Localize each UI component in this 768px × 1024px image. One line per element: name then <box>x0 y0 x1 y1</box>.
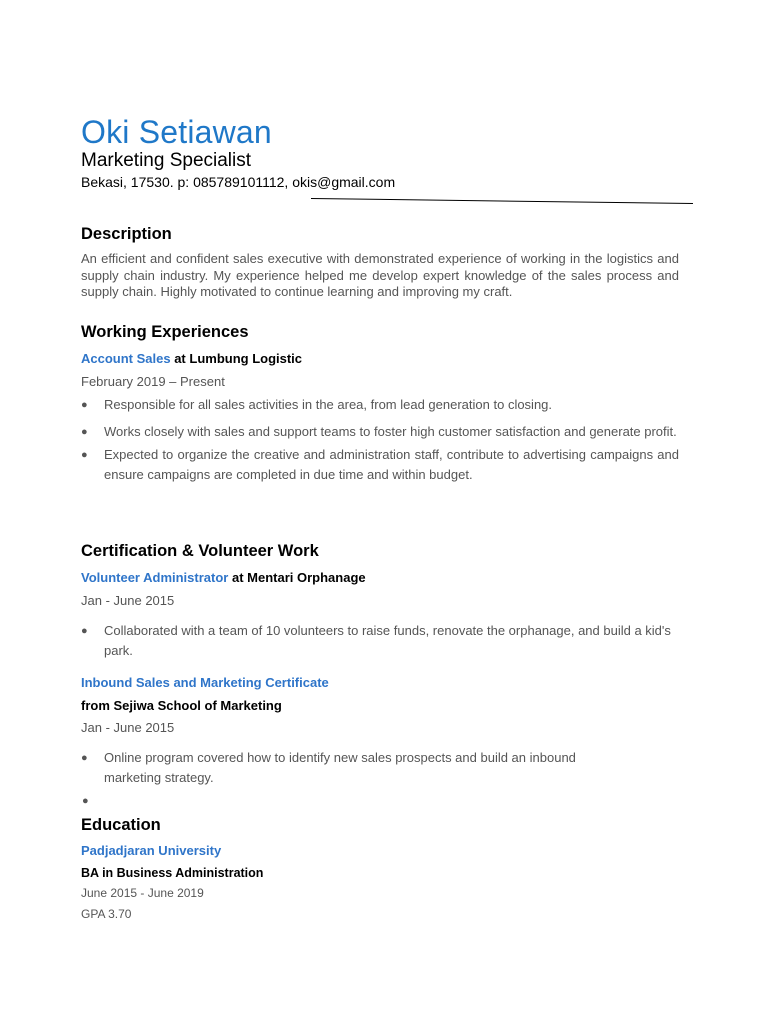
school-name: Padjadjaran University <box>81 843 222 858</box>
bullet-icon: ● <box>81 449 88 461</box>
certificate-bullet-list <box>81 748 679 788</box>
job-dates: February 2019 – Present <box>81 374 225 389</box>
list-item: ● Online program covered how to identify new sales prospects and build an inbound marketing strategy. <box>81 750 576 785</box>
job-title: Account Sales <box>81 351 171 366</box>
empty-bullet-icon: ● <box>82 795 89 807</box>
education-dates: June 2015 - June 2019 <box>81 886 204 900</box>
list-item: ● Expected to organize the creative and administration staff, contribute to advertising campaigns and ensure campaigns are completed in due time and within budget. <box>81 447 679 482</box>
certificate-title: Inbound Sales and Marketing Certificate <box>81 675 329 690</box>
volunteer-bullet-list <box>81 621 679 661</box>
certificate-dates: Jan - June 2015 <box>81 720 175 735</box>
contact-line: Bekasi, 17530. p: 085789101112, okis@gmail.com <box>81 174 396 190</box>
list-item: ● Collaborated with a team of 10 volunteers to raise funds, renovate the orphanage, and build a kid's park. <box>81 623 671 658</box>
certificate-org: from Sejiwa School of Marketing <box>81 698 282 713</box>
volunteer-org: at Mentari Orphanage <box>228 570 366 585</box>
list-item: ● Works closely with sales and support teams to foster high customer satisfaction and generate profit. <box>81 422 679 442</box>
list-item: ● Responsible for all sales activities in the area, from lead generation to closing. <box>81 395 679 415</box>
description-text: An efficient and confident sales executive with demonstrated experience of working in the logistics and supply chain industry. My experience helped me develop expert knowledge of the sales process and supply chain. Highly motivated to continue learning and improving my craft. <box>81 251 679 299</box>
bullet-icon: ● <box>81 399 88 411</box>
volunteer-title: Volunteer Administrator <box>81 570 229 585</box>
job-bullet-list <box>81 395 679 485</box>
header-divider <box>311 198 693 204</box>
description-heading: Description <box>81 225 172 243</box>
volunteer-title-line <box>81 570 366 586</box>
certification-heading: Certification & Volunteer Work <box>81 542 319 560</box>
bullet-icon: ● <box>81 426 88 438</box>
candidate-name: Oki Setiawan <box>81 114 272 150</box>
experience-heading: Working Experiences <box>81 323 249 341</box>
job-org: at Lumbung Logistic <box>170 351 303 366</box>
candidate-title: Marketing Specialist <box>81 150 252 171</box>
degree: BA in Business Administration <box>81 866 264 880</box>
bullet-icon: ● <box>81 625 88 637</box>
volunteer-dates: Jan - June 2015 <box>81 593 175 608</box>
job-title-line <box>81 351 302 367</box>
education-heading: Education <box>81 816 161 834</box>
bullet-icon: ● <box>81 752 88 764</box>
gpa: GPA 3.70 <box>81 907 132 921</box>
